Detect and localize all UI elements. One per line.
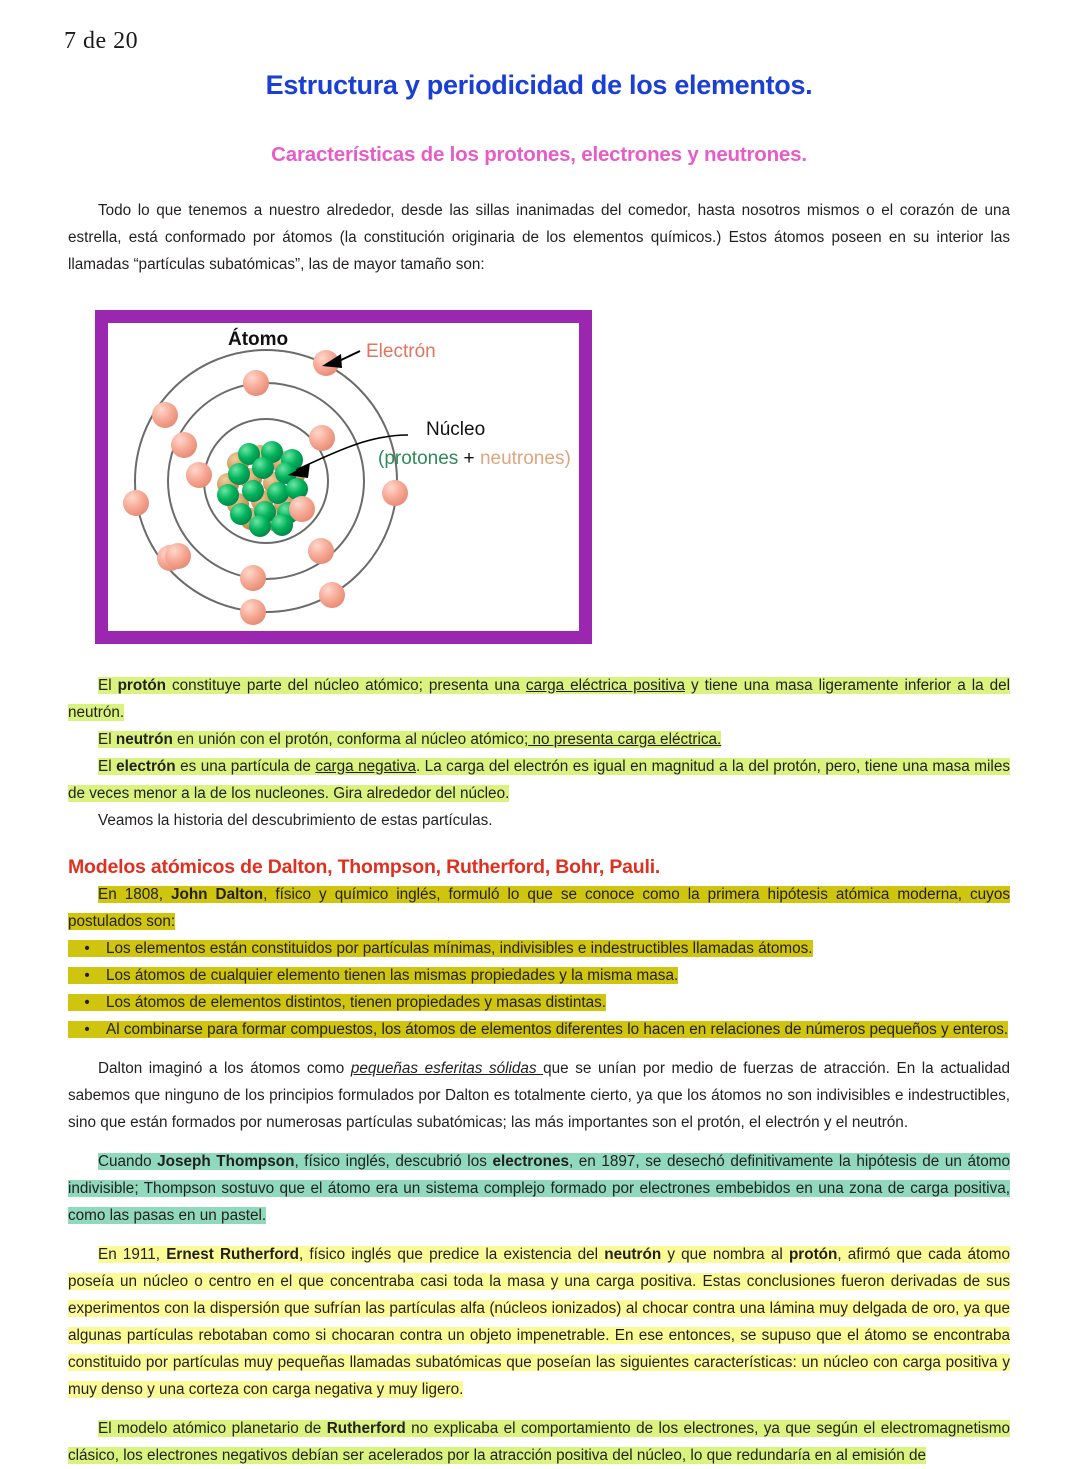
electron-term: electrón <box>116 758 176 775</box>
page-title: Estructura y periodicidad de los elementos. <box>265 70 813 100</box>
electron-text-part-1: El <box>98 758 117 775</box>
dalton-italic-phrase: pequeñas esferitas sólidas <box>350 1060 544 1077</box>
dalton-postulates-list <box>68 935 1010 1043</box>
rutherford-part-4: , afirmó que cada átomo poseía un núcleo o centro en el que concentraba casi toda la masa y una carga positiva. Estas conclusiones fueron derivadas de sus experimentos con la dispersión que sufrían las partículas alfa (núcleos ionizados) al chocar contra una lámina muy delgada de oro, ya que algunas partículas rebotaban como si chocaran contra un objeto impenetrable. En ese entonces, se supuso que el átomo se encontraba constituido por partículas muy pequeñas llamadas subatómicas que poseían las siguientes características: un núcleo con carga positiva y muy denso y una corteza con carga negativa y muy ligero. <box>68 1246 1010 1398</box>
atom-figure-wrapper <box>68 310 1010 644</box>
neutron-text-part-2: en unión con el protón, conforma al núcleo atómico <box>172 731 524 748</box>
rutherford-part-1: En 1911, <box>98 1246 167 1263</box>
bohr-intro-part-2: no explicaba el comportamiento de los electrones, ya que según el electromagnetismo clásico, los electrones negativos debían ser acelerados por la atracción positiva del núcleo, lo que redundaría en al emisión de <box>68 1420 1010 1464</box>
figure-label-nucleus: Núcleo <box>426 419 486 440</box>
dalton-name: John Dalton <box>170 886 264 903</box>
rutherford-part-3: y que nombra al <box>661 1246 789 1263</box>
list-item <box>68 989 1010 1016</box>
bohr-intro-paragraph <box>68 1415 1010 1469</box>
bohr-intro-part-1: El modelo atómico planetario de <box>98 1420 327 1437</box>
history-intro-line: Veamos la historia del descubrimiento de estas partículas. <box>98 812 493 829</box>
neutron-text-part-1: El <box>98 731 116 748</box>
proton-definition <box>68 672 1010 726</box>
dalton-closing-paragraph <box>68 1055 1010 1136</box>
rutherford-name: Ernest Rutherford <box>166 1246 299 1263</box>
figure-label-electron: Electrón <box>366 341 436 362</box>
list-item <box>68 1016 1010 1043</box>
page-subtitle: Características de los protones, electrones y neutrones. <box>271 143 807 166</box>
rutherford-term-proton: protón <box>788 1246 838 1263</box>
electron-definition <box>68 753 1010 807</box>
rutherford-term-neutron: neutrón <box>604 1246 662 1263</box>
bohr-intro-rutherford-name: Rutherford <box>326 1420 406 1437</box>
electron-text-part-2: es una partícula de <box>175 758 316 775</box>
rutherford-paragraph <box>68 1241 1010 1403</box>
bullet-icon: • <box>84 994 90 1011</box>
bullet-icon: • <box>84 1021 90 1038</box>
figure-label-atom: Átomo <box>228 329 289 350</box>
list-item <box>68 935 1010 962</box>
proton-text-part-1: El <box>98 677 118 694</box>
intro-paragraph: Todo lo que tenemos a nuestro alrededor, desde las sillas inanimadas del comedor, hasta nosotros mismos o el corazón de una estrella, está conformado por átomos (la constitución originaria de los elementos químicos.) Estos átomos poseen en su interior las llamadas “partículas subatómicas”, las de mayor tamaño son: <box>68 202 1010 273</box>
dalton-intro-paragraph <box>68 881 1010 935</box>
electron-text-part-3: . La carga del electrón es igual en magnitud a la del protón, pero, tiene una masa miles de veces menor a la de los nucleones. Gira alrededor del núcleo. <box>68 758 1010 802</box>
rutherford-part-2: , físico inglés que predice la existencia del <box>298 1246 605 1263</box>
page-number: 7 de 20 <box>64 28 139 54</box>
proton-text-part-2: constituye parte del núcleo atómico; presenta una <box>166 677 526 694</box>
dalton-closing-part-1: Dalton imaginó a los átomos como <box>98 1060 351 1077</box>
thompson-term-electrones: electrones <box>492 1153 569 1170</box>
proton-text-part-3: y tiene una masa ligeramente inferior a la del neutrón. <box>68 677 1011 721</box>
thompson-paragraph <box>68 1148 1010 1229</box>
thompson-part-1: Cuando <box>98 1153 158 1170</box>
postulate-text: Los átomos de elementos distintos, tienen propiedades y masas distintas. <box>106 994 606 1011</box>
list-item <box>68 962 1010 989</box>
proton-term: protón <box>117 677 167 694</box>
bullet-icon: • <box>84 940 90 957</box>
postulate-text: Los átomos de cualquier elemento tienen las mismas propiedades y la misma masa. <box>106 967 679 984</box>
thompson-part-3: , en 1897, se desechó definitivamente la hipótesis de un átomo indivisible; Thompson sostuvo que el átomo era un sistema complejo formado por electrones embebidos en una zona de carga positiva, como las pasas en un pastel. <box>68 1153 1010 1224</box>
electron-underlined-phrase: carga negativa <box>315 758 416 775</box>
dalton-intro-part-2: , físico y químico inglés, formuló lo que se conoce como la primera hipótesis atómica moderna, cuyos postulados son: <box>68 886 1010 930</box>
bullet-icon: • <box>84 967 90 984</box>
neutron-term: neutrón <box>115 731 173 748</box>
particle-definitions <box>68 672 1010 834</box>
neutron-definition <box>68 726 1010 753</box>
postulate-text: Los elementos están constituidos por partículas mínimas, indivisibles e indestructibles llamadas átomos. <box>106 940 813 957</box>
dalton-closing-part-2: que se unían por medio de fuerzas de atracción. En la actualidad sabemos que ninguno de los principios formulados por Dalton es totalmente cierto, ya que los átomos no son indivisibles e indestructibles, sino que están formados por numerosas partículas subatómicas; las más importantes son el protón, el electrón y el neutrón. <box>68 1060 1010 1131</box>
section-heading-modelos: Modelos atómicos de Dalton, Thompson, Rutherford, Bohr, Pauli. <box>68 856 661 878</box>
figure-label-nucleus-parts: (protones + neutrones) <box>378 448 571 469</box>
proton-underlined-phrase: carga eléctrica positiva <box>525 677 685 694</box>
thompson-name: Joseph Thompson <box>157 1153 295 1170</box>
postulate-text: Al combinarse para formar compuestos, los átomos de elementos diferentes lo hacen en relaciones de números pequeños y enteros. <box>106 1021 1009 1038</box>
dalton-intro-part-1: En 1808, <box>98 886 171 903</box>
atom-diagram <box>95 310 592 644</box>
thompson-part-2: , físico inglés, descubrió los <box>294 1153 493 1170</box>
electron-pointer-arrow <box>339 351 360 361</box>
neutron-underlined-phrase: ; no presenta carga eléctrica. <box>524 731 722 748</box>
